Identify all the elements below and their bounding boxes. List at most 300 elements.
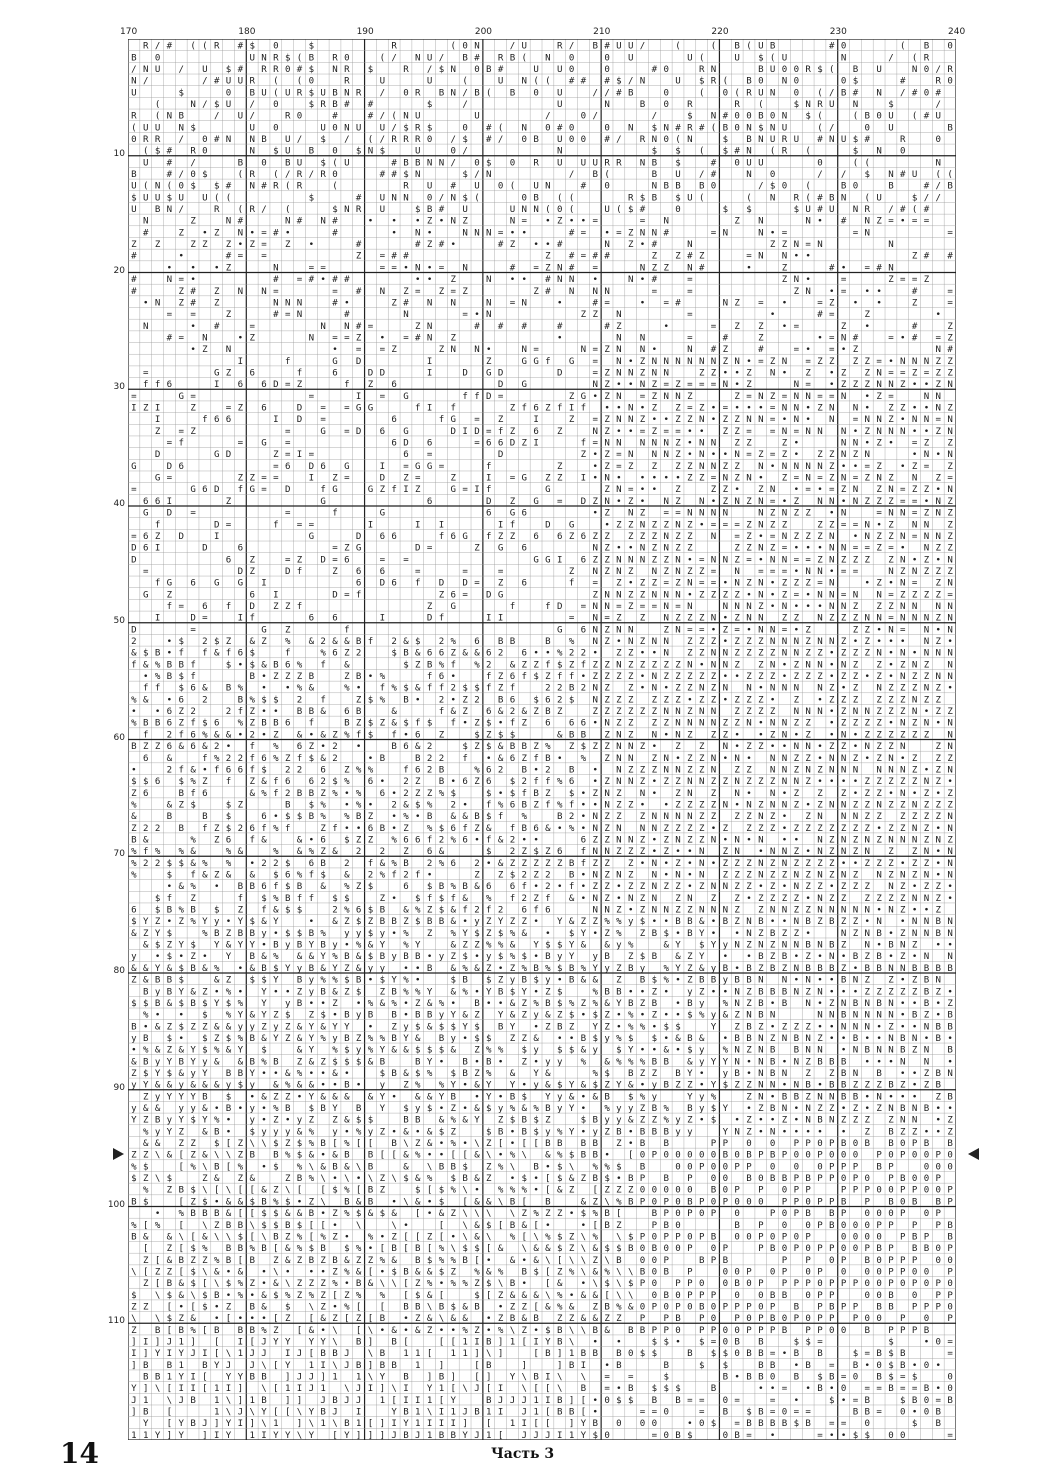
svg-text:Z: Z <box>912 684 918 694</box>
svg-text:N: N <box>900 742 905 752</box>
svg-text:•: • <box>616 1174 621 1184</box>
svg-text:=: = <box>261 474 267 484</box>
svg-text:&: & <box>332 1092 338 1102</box>
svg-text:•: • <box>403 730 408 740</box>
svg-text:%: % <box>592 1069 598 1079</box>
svg-text:Z: Z <box>628 859 634 869</box>
svg-text:I: I <box>486 614 491 624</box>
svg-text:=: = <box>758 298 764 308</box>
svg-text:$: $ <box>297 1139 302 1149</box>
svg-text:•: • <box>167 882 172 892</box>
svg-text:N: N <box>758 1057 763 1067</box>
svg-text:B: B <box>569 765 575 775</box>
svg-text:Z: Z <box>805 906 811 916</box>
svg-text:Z: Z <box>805 777 811 787</box>
svg-text:$: $ <box>320 135 325 145</box>
svg-text:B: B <box>936 1081 942 1091</box>
svg-text:f: f <box>391 871 396 881</box>
svg-text:Z: Z <box>699 474 705 484</box>
svg-text:f: f <box>510 520 515 530</box>
svg-text:$: $ <box>675 193 680 203</box>
svg-text:B: B <box>936 1197 942 1207</box>
svg-text:=: = <box>794 427 800 437</box>
svg-text:%: % <box>510 1186 516 1196</box>
svg-text:&: & <box>545 1069 551 1079</box>
svg-text:G: G <box>214 368 219 378</box>
svg-text:P: P <box>711 1139 717 1149</box>
svg-text:G: G <box>380 509 385 519</box>
svg-text:Z: Z <box>841 485 847 495</box>
svg-text:$: $ <box>309 65 314 75</box>
svg-text:&: & <box>309 1081 315 1091</box>
svg-text:$: $ <box>167 929 172 939</box>
svg-text:•: • <box>202 952 207 962</box>
svg-text:U: U <box>320 88 325 98</box>
svg-text:$: $ <box>415 205 420 215</box>
svg-text:N: N <box>947 719 952 729</box>
svg-text:=: = <box>403 462 409 472</box>
svg-text:y: y <box>545 1127 551 1137</box>
svg-text:$: $ <box>273 1139 278 1149</box>
svg-text:Z: Z <box>533 287 539 297</box>
svg-text:Z: Z <box>545 474 551 484</box>
svg-text:\: \ <box>486 1232 491 1242</box>
svg-text:N: N <box>652 684 657 694</box>
svg-text:N: N <box>675 555 680 565</box>
svg-text:&: & <box>273 906 279 916</box>
svg-text:Z: Z <box>947 357 953 367</box>
svg-text:=: = <box>462 310 468 320</box>
svg-text:P: P <box>640 1232 646 1242</box>
svg-text:&: & <box>569 1174 575 1184</box>
svg-text:Z: Z <box>604 485 610 495</box>
svg-text:•: • <box>522 1081 527 1091</box>
svg-text:N: N <box>427 158 432 168</box>
svg-text:&: & <box>332 987 338 997</box>
svg-text:%: % <box>439 660 445 670</box>
svg-text:/: / <box>936 65 941 75</box>
svg-text:/: / <box>178 65 183 75</box>
svg-text:Z: Z <box>912 987 918 997</box>
svg-text:N: N <box>817 941 822 951</box>
svg-text:N: N <box>616 835 621 845</box>
svg-text:&: & <box>214 976 220 986</box>
svg-text:/: / <box>924 193 929 203</box>
svg-text:B: B <box>462 882 468 892</box>
svg-text:Z: Z <box>841 719 847 729</box>
svg-text:Z: Z <box>888 976 894 986</box>
svg-text:0: 0 <box>711 182 716 192</box>
svg-text:N: N <box>817 497 822 507</box>
svg-text:%: % <box>226 987 232 997</box>
svg-text:•: • <box>782 742 787 752</box>
svg-text:$: $ <box>273 964 278 974</box>
svg-text:&: & <box>356 964 362 974</box>
svg-text:Z: Z <box>924 835 930 845</box>
svg-text:B: B <box>663 1221 669 1231</box>
svg-text:U: U <box>628 42 633 52</box>
svg-text:N: N <box>592 380 597 390</box>
svg-text:Z: Z <box>734 859 740 869</box>
svg-text:B: B <box>924 964 930 974</box>
svg-text:Y: Y <box>522 987 528 997</box>
svg-text:B: B <box>273 1151 279 1161</box>
svg-text:D: D <box>238 567 243 577</box>
svg-text:N: N <box>888 380 893 390</box>
svg-text:2: 2 <box>545 871 550 881</box>
svg-text:Z: Z <box>888 497 894 507</box>
svg-text:y: y <box>699 1104 705 1114</box>
svg-text:$: $ <box>273 695 278 705</box>
svg-text:%: % <box>155 1221 161 1231</box>
svg-text:N: N <box>663 602 668 612</box>
svg-text:6: 6 <box>427 439 432 449</box>
svg-text:=: = <box>569 614 575 624</box>
svg-text:•: • <box>876 520 881 530</box>
svg-text:•: • <box>616 380 621 390</box>
svg-text:Z: Z <box>451 1127 457 1137</box>
svg-text:%: % <box>486 1069 492 1079</box>
svg-text:•: • <box>581 672 586 682</box>
svg-text:P: P <box>853 1186 859 1196</box>
svg-text:0: 0 <box>675 1162 680 1172</box>
svg-text:•: • <box>640 672 645 682</box>
svg-text:R: R <box>628 193 634 203</box>
svg-text:0: 0 <box>675 1221 680 1231</box>
svg-text:B: B <box>415 158 421 168</box>
svg-text:#: # <box>581 77 587 87</box>
svg-text:Y: Y <box>143 1081 149 1091</box>
svg-text:0: 0 <box>853 182 858 192</box>
svg-text:&: & <box>403 906 409 916</box>
svg-text:Z: Z <box>841 649 847 659</box>
svg-text:N: N <box>805 1116 810 1126</box>
svg-text:#: # <box>675 123 681 133</box>
svg-text:6: 6 <box>581 532 586 542</box>
svg-text:•: • <box>841 684 846 694</box>
svg-text:N: N <box>663 368 668 378</box>
svg-text:Z: Z <box>332 1209 338 1219</box>
svg-text:•: • <box>936 824 941 834</box>
svg-text:Z: Z <box>604 625 610 635</box>
svg-text:=: = <box>734 532 740 542</box>
svg-text:Z: Z <box>723 345 729 355</box>
svg-text:B: B <box>652 1057 658 1067</box>
svg-text:Y: Y <box>155 929 161 939</box>
svg-text:Z: Z <box>758 964 764 974</box>
svg-text:&: & <box>143 964 149 974</box>
svg-text:•: • <box>758 1116 763 1126</box>
svg-text:Z: Z <box>652 427 658 437</box>
svg-text:Z: Z <box>687 462 693 472</box>
svg-text:Z: Z <box>344 964 350 974</box>
svg-text:•: • <box>841 263 846 273</box>
svg-text:&: & <box>403 1162 409 1172</box>
svg-text:•: • <box>486 859 491 869</box>
svg-text:f: f <box>202 754 207 764</box>
svg-text:Z: Z <box>876 392 882 402</box>
svg-text:N: N <box>805 462 810 472</box>
svg-text:(: ( <box>498 123 503 133</box>
svg-text:\: \ <box>226 1151 231 1161</box>
svg-text:0: 0 <box>853 1221 858 1231</box>
svg-text:f: f <box>297 368 302 378</box>
svg-text:\: \ <box>498 1197 503 1207</box>
svg-text:•: • <box>865 322 870 332</box>
svg-text:•: • <box>770 602 775 612</box>
svg-text:N: N <box>900 649 905 659</box>
svg-text:%: % <box>663 1104 669 1114</box>
svg-text:[: [ <box>178 1221 183 1231</box>
svg-text:#: # <box>332 112 338 122</box>
svg-text:N: N <box>167 112 172 122</box>
svg-text:N: N <box>900 719 905 729</box>
svg-text:=: = <box>805 555 811 565</box>
svg-text:N: N <box>947 485 952 495</box>
svg-text:Y: Y <box>498 1011 504 1021</box>
column-number: 210 <box>593 27 610 37</box>
svg-text:$: $ <box>510 777 515 787</box>
svg-text:$: $ <box>202 1046 207 1056</box>
svg-text:N: N <box>652 567 657 577</box>
svg-text:6: 6 <box>249 590 254 600</box>
svg-text:Z: Z <box>829 999 835 1009</box>
svg-text:•: • <box>723 695 728 705</box>
svg-text:Y: Y <box>486 987 492 997</box>
svg-text:B: B <box>486 1057 492 1067</box>
svg-text:B: B <box>238 882 244 892</box>
svg-text:Z: Z <box>746 368 752 378</box>
svg-text:•: • <box>533 1174 538 1184</box>
svg-text:=: = <box>344 427 350 437</box>
svg-text:Z: Z <box>675 485 681 495</box>
svg-text:(: ( <box>569 205 574 215</box>
svg-text:Z: Z <box>734 555 740 565</box>
svg-text:B: B <box>569 730 575 740</box>
svg-text:•: • <box>604 228 609 238</box>
svg-text:B: B <box>829 1057 835 1067</box>
svg-text:6: 6 <box>261 882 266 892</box>
svg-text:y: y <box>273 1127 279 1137</box>
svg-text:•: • <box>569 1034 574 1044</box>
svg-text:B: B <box>687 1104 693 1114</box>
svg-text:&: & <box>462 1011 468 1021</box>
svg-text:(: ( <box>711 123 716 133</box>
svg-text:=: = <box>202 614 208 624</box>
svg-text:•: • <box>758 555 763 565</box>
svg-text:N: N <box>924 637 929 647</box>
svg-text:•: • <box>652 649 657 659</box>
svg-text:=: = <box>533 263 539 273</box>
svg-text:f: f <box>202 649 207 659</box>
svg-text:$: $ <box>344 1046 349 1056</box>
svg-text:=: = <box>640 427 646 437</box>
svg-text:•: • <box>167 649 172 659</box>
svg-text:$: $ <box>581 1116 586 1126</box>
svg-text:/: / <box>888 205 893 215</box>
svg-text:B: B <box>640 1162 646 1172</box>
svg-text:R: R <box>687 123 693 133</box>
svg-text:f: f <box>581 439 586 449</box>
svg-text:D: D <box>167 509 172 519</box>
svg-text:[: [ <box>238 1209 243 1219</box>
svg-text:Z: Z <box>320 1057 326 1067</box>
svg-text:B: B <box>652 999 658 1009</box>
svg-text:Z: Z <box>829 298 835 308</box>
svg-text:y: y <box>332 1127 338 1137</box>
svg-text:•: • <box>451 1232 456 1242</box>
svg-text:•: • <box>912 380 917 390</box>
svg-text:Z: Z <box>711 730 717 740</box>
svg-text:•: • <box>888 579 893 589</box>
svg-text:&: & <box>297 1034 303 1044</box>
svg-text:Z: Z <box>415 789 421 799</box>
svg-text:B: B <box>865 112 871 122</box>
svg-text:y: y <box>711 964 717 974</box>
svg-text:6: 6 <box>462 777 467 787</box>
svg-text:B: B <box>344 952 350 962</box>
svg-text:$: $ <box>403 660 408 670</box>
svg-text:B: B <box>924 1244 930 1254</box>
svg-text:N: N <box>557 263 562 273</box>
svg-text:•: • <box>320 1081 325 1091</box>
svg-text:Z: Z <box>415 777 421 787</box>
svg-text:N: N <box>616 392 621 402</box>
svg-text:6: 6 <box>510 800 515 810</box>
svg-text:N: N <box>853 765 858 775</box>
svg-text:$: $ <box>439 1022 444 1032</box>
svg-text:Z: Z <box>628 649 634 659</box>
svg-text:[: [ <box>226 1139 231 1149</box>
svg-text:Z: Z <box>734 917 740 927</box>
svg-text:•: • <box>474 1186 479 1196</box>
svg-text:N: N <box>226 217 231 227</box>
svg-text:Z: Z <box>652 462 658 472</box>
svg-text:•: • <box>805 800 810 810</box>
svg-text:Z: Z <box>805 368 811 378</box>
svg-text:=: = <box>592 415 598 425</box>
svg-text:U: U <box>202 193 207 203</box>
svg-text:N: N <box>841 392 846 402</box>
svg-text:Z: Z <box>131 1151 137 1161</box>
svg-text:B: B <box>285 1104 291 1114</box>
svg-text:R: R <box>332 53 338 63</box>
svg-text:G: G <box>569 520 574 530</box>
svg-text:&: & <box>143 695 149 705</box>
svg-text:Z: Z <box>143 1116 149 1126</box>
svg-text:G: G <box>261 439 266 449</box>
svg-text:B: B <box>356 707 362 717</box>
svg-text:B: B <box>888 1139 894 1149</box>
svg-text:Z: Z <box>249 474 255 484</box>
svg-text:•: • <box>947 684 952 694</box>
svg-text:#: # <box>498 65 504 75</box>
svg-text:•: • <box>876 824 881 834</box>
svg-text:=: = <box>592 263 598 273</box>
svg-text:•: • <box>782 1057 787 1067</box>
svg-text:Z: Z <box>190 1022 196 1032</box>
svg-text:6: 6 <box>356 906 361 916</box>
svg-text:$: $ <box>723 1081 728 1091</box>
svg-text:B: B <box>155 649 161 659</box>
svg-text:6: 6 <box>261 754 266 764</box>
svg-text:D: D <box>486 392 491 402</box>
svg-text:B: B <box>876 929 882 939</box>
svg-text:N: N <box>912 695 917 705</box>
svg-text:•: • <box>888 660 893 670</box>
svg-text:#: # <box>368 100 374 110</box>
svg-text:[: [ <box>380 1244 385 1254</box>
svg-text:%: % <box>510 929 516 939</box>
svg-text:B: B <box>143 719 149 729</box>
svg-text:0: 0 <box>734 1232 739 1242</box>
svg-text:Z: Z <box>652 660 658 670</box>
svg-text:U: U <box>202 65 207 75</box>
svg-text:Z: Z <box>604 555 610 565</box>
svg-text:y: y <box>403 1022 409 1032</box>
svg-text:Z: Z <box>817 1034 823 1044</box>
svg-text:Z: Z <box>522 917 528 927</box>
svg-text:N: N <box>829 765 834 775</box>
svg-text:0: 0 <box>841 1232 846 1242</box>
svg-text:N: N <box>865 999 870 1009</box>
svg-text:0: 0 <box>663 88 668 98</box>
svg-text:•: • <box>285 987 290 997</box>
svg-text:N: N <box>841 1022 846 1032</box>
svg-text:Z: Z <box>746 765 752 775</box>
svg-text:6: 6 <box>167 380 172 390</box>
svg-text:$: $ <box>533 672 538 682</box>
svg-text:/: / <box>545 112 550 122</box>
svg-text:•: • <box>734 964 739 974</box>
svg-text:•: • <box>876 287 881 297</box>
svg-text:Z: Z <box>947 999 953 1009</box>
svg-text:•: • <box>865 392 870 402</box>
svg-text:[: [ <box>178 1197 183 1207</box>
svg-text:N: N <box>675 835 680 845</box>
svg-text:•: • <box>368 754 373 764</box>
svg-text:•: • <box>912 1081 917 1091</box>
svg-text:•: • <box>663 684 668 694</box>
svg-text:B: B <box>474 88 480 98</box>
svg-text:N: N <box>522 77 527 87</box>
svg-text:Y: Y <box>380 1046 386 1056</box>
svg-text:•: • <box>273 929 278 939</box>
svg-text:N: N <box>912 824 917 834</box>
svg-text:[: [ <box>498 1139 503 1149</box>
svg-text:I: I <box>238 614 243 624</box>
svg-text:&: & <box>474 1104 480 1114</box>
svg-text:Z: Z <box>841 637 847 647</box>
svg-text:B: B <box>770 1151 776 1161</box>
svg-text:R: R <box>344 65 350 75</box>
svg-text:N: N <box>652 637 657 647</box>
svg-text:Z: Z <box>876 1081 882 1091</box>
svg-text:$: $ <box>167 1069 172 1079</box>
svg-text:U: U <box>285 135 290 145</box>
svg-text:Z: Z <box>746 520 752 530</box>
svg-text:6: 6 <box>332 614 337 624</box>
svg-text:Y: Y <box>238 1011 244 1021</box>
svg-text:B: B <box>924 999 930 1009</box>
svg-text:Z: Z <box>770 882 776 892</box>
svg-text:Z: Z <box>628 730 634 740</box>
svg-text:y: y <box>332 941 338 951</box>
svg-text:0: 0 <box>782 1244 787 1254</box>
svg-text:I: I <box>439 520 444 530</box>
svg-text:N: N <box>770 1011 775 1021</box>
svg-text:/: / <box>462 100 467 110</box>
